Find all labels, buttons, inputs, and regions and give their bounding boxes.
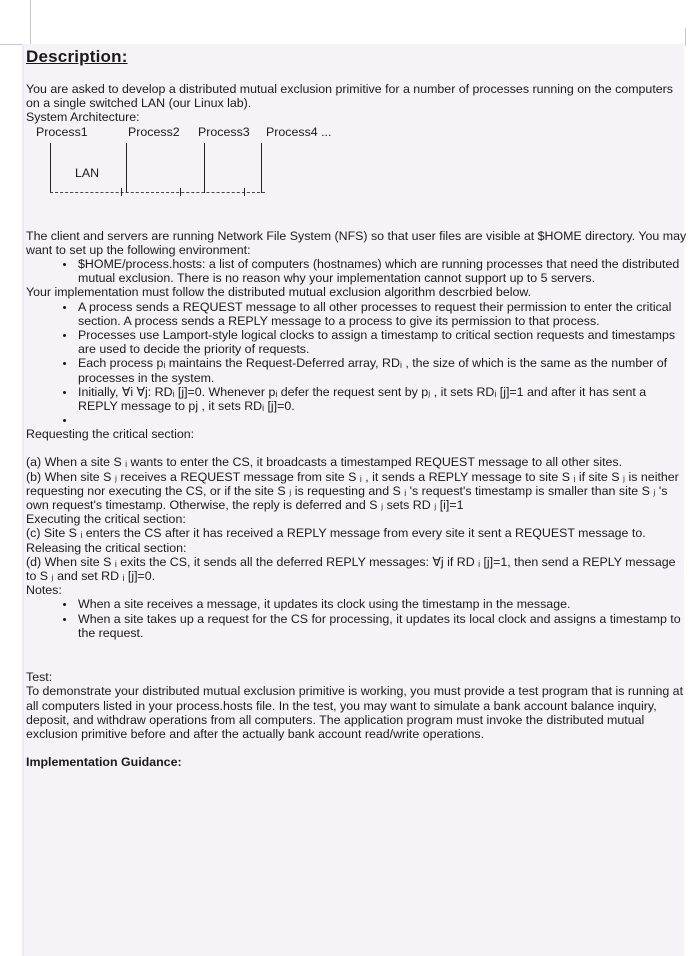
diagram-lan-bus [50,192,265,193]
list-item: • Initially, ∀i ∀j: RDᵢ [j]=0. Whenever pᵢ defer the request sent by pⱼ , it sets RDᵢ [j]=1 and after it has sent a REPLY message to pj , it sets RDᵢ [j]=0. [76,385,688,413]
diagram-link-process2 [126,143,127,193]
environment-list [26,257,688,285]
intro-paragraph: You are asked to develop a distributed mutual exclusion primitive for a number of processes running on the computers on a single switched LAN (our Linux lab). [26,82,673,111]
diagram-lan-label: LAN [75,165,100,180]
margin-corner-left [30,0,31,44]
step-a: (a) When a site S ᵢ wants to enter the CS, it broadcasts a timestamped REQUEST message to all other sites. [26,455,623,470]
notes-label: Notes: [26,583,62,598]
step-b: (b) When site S ⱼ receives a REQUEST message from site S ᵢ , it sends a REPLY message to site S ᵢ if site S ⱼ is neither requesting nor executing the CS, or if the site S ⱼ is requesting and S ᵢ 's request's timestamp is smaller than site S ⱼ 's own request's timestamp. Otherwise, the reply is deferred and S ⱼ sets RD ⱼ [i]=1 [26,469,679,513]
page-edge [22,44,24,956]
spacer [26,441,688,455]
description-heading: Description: [26,47,128,66]
list-item: • Each process pᵢ maintains the Request-Deferred array, RDᵢ , the size of which is the same as the number of processes in the system. [76,356,688,384]
diagram-process3-label: Process3 [198,124,250,139]
diagram-bus-tick-2 [180,188,181,196]
releasing-label: Releasing the critical section: [26,540,187,555]
architecture-diagram [26,125,346,229]
algorithm-list [26,300,688,428]
list-item: • When a site takes up a request for the CS for processing, it updates its local clock and assigns a timestamp to the request. [76,612,688,640]
margin-corner-right [685,28,686,46]
diagram-link-process4 [261,143,262,193]
spacer [26,640,688,670]
implementation-line: Your implementation must follow the distributed mutual exclusion algorithm descrbied below. [26,285,532,300]
architecture-label: System Architecture: [26,110,140,125]
document-margin-marks [0,0,694,46]
step-d: (d) When site S ᵢ exits the CS, it sends all the deferred REPLY messages: ∀j if RD ᵢ [j]=1, then send a REPLY message to S ⱼ and set RD ᵢ [j]=0. [26,554,676,584]
test-paragraph: To demonstrate your distributed mutual exclusion primitive is working, you must provide a test program that is running at all computers listed in your process.hosts file. In the test, you may want to simulate a bank account balance inquiry, deposit, and withdraw operations from all computers. The application program must invoke the distributed mutual exclusion primitive before and after the actually bank account read/write operations. [26,684,684,741]
requesting-label: Requesting the critical section: [26,427,195,442]
list-item: • When a site receives a message, it updates its clock using the timestamp in the message. [76,597,688,611]
nfs-paragraph: The client and servers are running Network File System (NFS) so that user files are visible at $HOME directory. You may want to set up the following environment: [26,228,687,257]
list-item: • $HOME/process.hosts: a list of computers (hostnames) which are running processes that need the distributed mutual exclusion. There is no reason why your implementation cannot support up to 5 servers. [76,257,688,285]
test-label: Test: [26,670,53,685]
notes-list [26,597,688,640]
document-body [26,46,688,769]
empty-list-item [76,413,688,427]
spacer [26,741,688,755]
diagram-process1-label: Process1 [36,124,88,139]
diagram-link-process1 [50,143,51,193]
diagram-process4-label: Process4 ... [266,124,332,139]
implementation-guidance-label: Implementation Guidance: [26,755,182,770]
step-c: (c) Site S ᵢ enters the CS after it has received a REPLY message from every site it sent a REQUEST message to. [26,526,646,541]
diagram-process2-label: Process2 [128,124,180,139]
diagram-bus-tick-1 [121,188,122,196]
list-item: • A process sends a REQUEST message to all other processes to request their permission to enter the critical section. A process sends a REPLY message to a process to give its permission to that process. [76,300,688,328]
diagram-link-process3 [204,143,205,193]
diagram-bus-tick-3 [244,188,245,196]
executing-label: Executing the critical section: [26,512,186,527]
list-item: • Processes use Lamport-style logical clocks to assign a timestamp to critical section requests and timestamps are used to decide the priority of requests. [76,328,688,356]
